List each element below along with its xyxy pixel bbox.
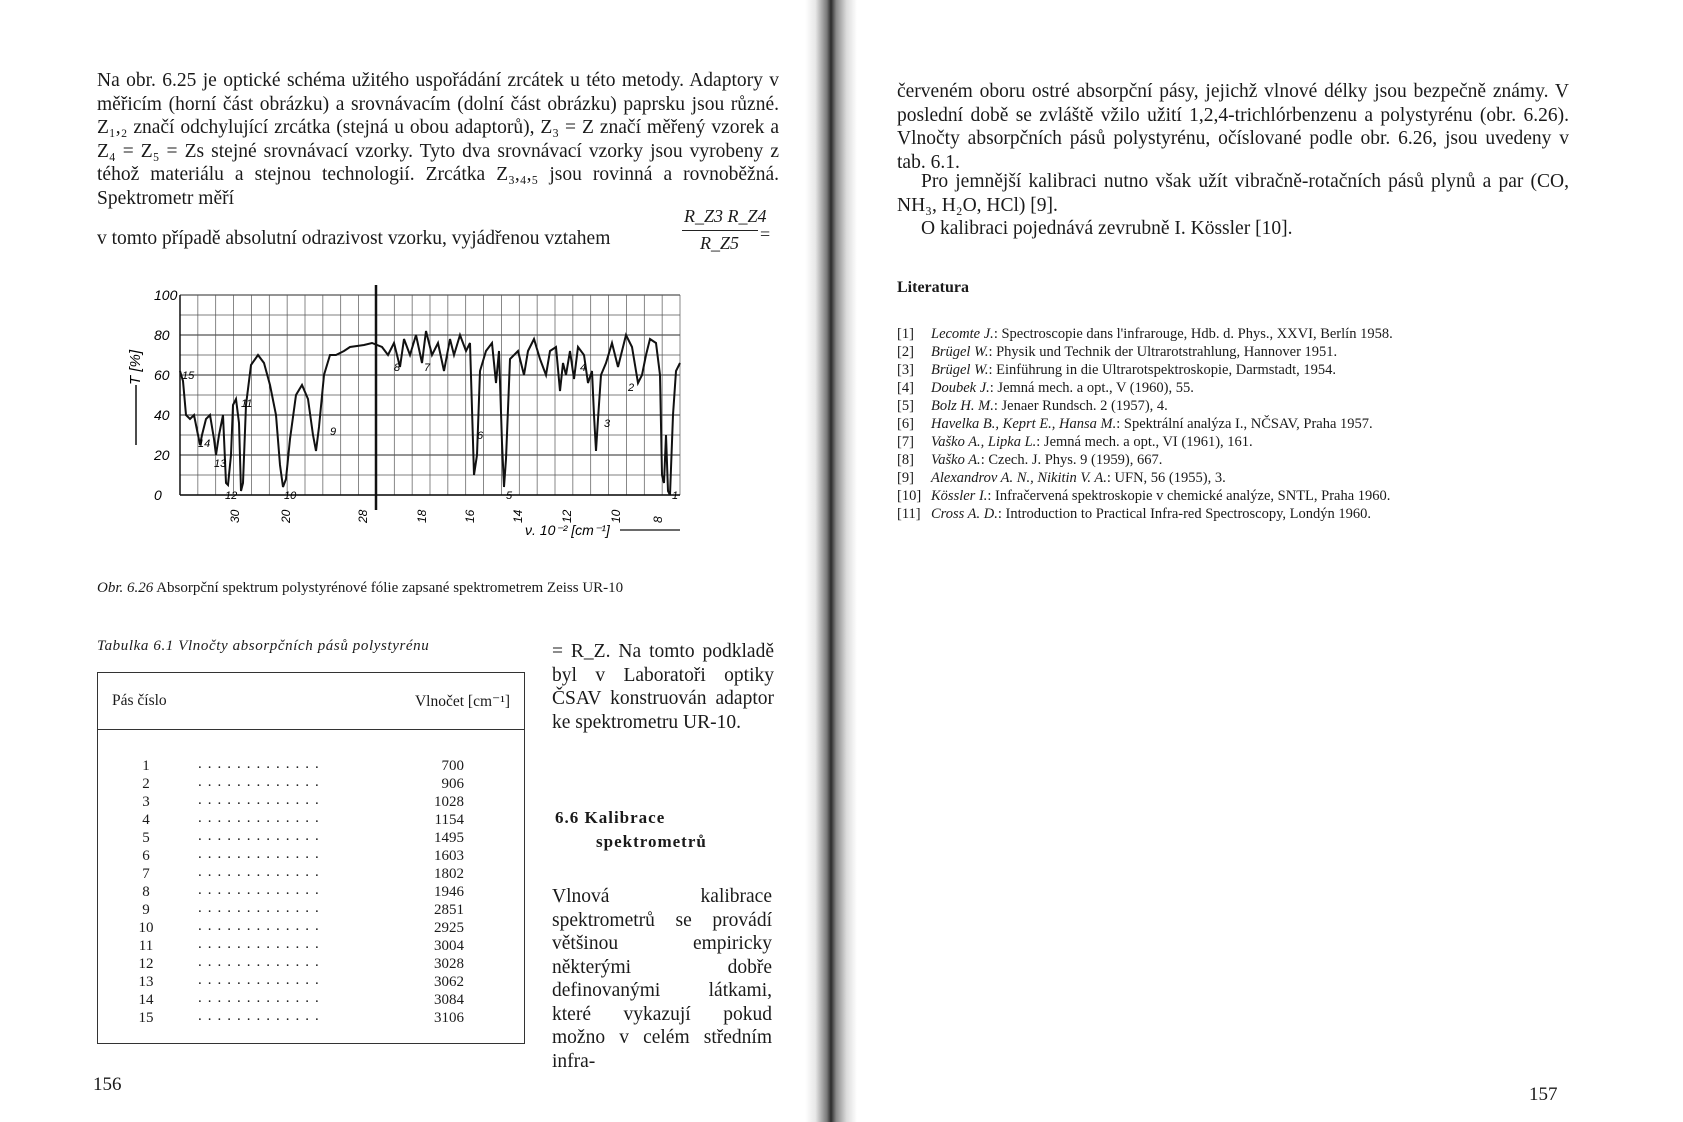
reference-number: [1] [897,326,914,342]
reference-author: Lecomte J. [931,326,994,342]
reference-item [897,433,1393,451]
band-number-label: 8 [394,362,401,374]
band-number: 11 [138,938,154,954]
y-tick-label: 0 [154,487,162,503]
intro-paragraph: Na obr. 6.25 je optické schéma užitého uspořádání zrcátek u této metody. Adaptory v měřicím (horní část obrázku) a srovnávacím (dolní část obrázku) paprsku jsou různé. Z₁,₂ značí odchylující zrcátka (stejná u obou adaptorů), Z₃ = Z značí měřený vzorek a Z₄ = Z₅ = Zs stejné srovnávací vzorky. Tyto dva srovnávací vzorky jsou vyrobeny z téhož materiálu a stejnou technologií. Zrcátka Z₃,₄,₅ jsou rovinná a rovnoběžná. Spektrometr měří [97,70,779,209]
y-tick-label: 80 [154,327,170,343]
reference-author: Cross A. D. [931,506,998,522]
reference-author: Bolz H. M. [931,398,994,414]
section-heading [555,808,665,828]
reference-author: Kössler I. [931,488,988,504]
x-tick-label: 16 [463,509,477,523]
y-tick-label: 60 [154,367,170,383]
table-header-number: Pás číslo [112,692,167,709]
reference-item [897,343,1393,361]
reference-details: : Infračervená spektroskopie v chemické analýze, SNTL, Praha 1960. [987,488,1391,504]
table-header-wavenumber: Vlnočet [cm⁻¹] [414,693,510,710]
reference-item [897,487,1393,505]
band-wavenumber: 906 [441,776,464,792]
reference-details: : UFN, 56 (1955), 3. [1106,470,1226,486]
reference-item [897,451,1393,469]
x-tick-label: 30 [228,509,242,523]
left-page [0,0,805,1122]
figure-caption [97,580,623,597]
y-tick-label: 20 [154,447,170,463]
leader-dots: ............. [198,1008,325,1024]
reference-author: Doubek J. [931,380,990,396]
right-page [857,0,1683,1122]
reference-details: : Einführung in die Ultrarotspektroskopie, Darmstadt, 1954. [988,362,1337,378]
reference-number: [6] [897,416,914,432]
leader-dots: ............. [198,828,325,844]
band-wavenumber: 3106 [434,1010,464,1026]
leader-dots: ............. [198,954,325,970]
band-wavenumber: 3062 [434,974,464,990]
book-gutter [805,0,857,1122]
band-wavenumber: 3004 [434,938,464,954]
band-wavenumber: 3084 [434,992,464,1008]
band-wavenumber: 1028 [434,794,464,810]
band-number-label: 15 [182,370,195,382]
leader-dots: ............. [198,846,325,862]
table-header [98,673,524,730]
x-tick-label: 20 [279,509,293,523]
reference-item [897,361,1393,379]
reference-author: Brügel W. [931,344,989,360]
reference-details: : Jemná mech. a opt., V (1960), 55. [989,380,1194,396]
side-paragraph: = R_Z. Na tomto podkladě byl v Laboratoři optiky ČSAV konstruován adaptor ke spektrometru UR-10. [552,641,774,733]
band-number: 5 [142,830,150,846]
x-tick-label: 10 [609,509,623,523]
reference-details: : Physik und Technik der Ultrarotstrahlung, Hannover 1951. [988,344,1338,360]
reference-item [897,397,1393,415]
reference-details: : Jenaer Rundsch. 2 (1957), 4. [993,398,1168,414]
band-number-label: 4 [580,362,587,374]
right-paragraph-2 [897,170,1569,217]
band-wavenumber: 2851 [434,902,464,918]
band-number-label: 12 [225,490,238,502]
band-wavenumber: 1603 [434,848,464,864]
reference-author: Havelka B., Keprt E., Hansa M. [931,416,1117,432]
band-number-label: 11 [241,398,253,410]
right-paragraph-3 [897,217,1569,241]
x-tick-label: 28 [356,509,370,523]
band-number: 8 [142,884,150,900]
section-paragraph: Vlnová kalibrace spektrometrů se provádí většinou empiricky některými dobře definovanými látkami, které vykazují pokud možno v celém středním infra- [552,886,772,1072]
references-list [897,325,1393,523]
band-number: 13 [138,974,154,990]
reference-item [897,469,1393,487]
band-number: 9 [142,902,150,918]
x-tick-label: 18 [415,509,429,523]
band-number-label: 5 [506,490,513,502]
leader-dots: ............. [198,882,325,898]
reference-number: [3] [897,362,914,378]
band-number-label: 2 [628,382,635,394]
formula-denominator: R_Z5 [700,233,740,253]
band-wavenumber: 1154 [434,812,464,828]
reference-details: : Czech. J. Phys. 9 (1959), 667. [980,452,1163,468]
leader-dots: ............. [198,990,325,1006]
spectrum-chart [120,285,760,575]
figure-caption-text: Absorpční spektrum polystyrénové fólie zapsané spektrometrem Zeiss UR-10 [156,580,624,596]
band-number: 3 [142,794,150,810]
band-wavenumber: 1802 [434,866,464,882]
leader-dots: ............. [198,864,325,880]
reference-item [897,379,1393,397]
reference-number: [9] [897,470,914,486]
table-caption: Tabulka 6.1 Vlnočty absorpčních pásů polystyrénu [97,638,430,654]
band-number: 4 [142,812,150,828]
band-number: 12 [138,956,154,972]
reference-details: : Introduction to Practical Infra-red Spectroscopy, Londýn 1960. [997,506,1372,522]
reference-number: [10] [897,488,922,504]
leader-dots: ............. [198,936,325,952]
band-number: 2 [142,776,150,792]
reference-number: [5] [897,398,914,414]
band-wavenumber: 1495 [434,830,464,846]
band-number-label: 14 [198,438,211,450]
right-paragraph-1: červeném oboru ostré absorpční pásy, jejichž vlnové délky jsou bezpečně známy. V poslední době se zvláště vžilo užití 1,2,4-trichlórbenzenu a polystyrénu (obr. 6.26). Vlnočty absorpčních pásů polystyrénu, očíslované podle obr. 6.26, jsou uvedeny v tab. 6.1. [897,81,1569,173]
reference-author: Vaško A., Lipka L. [931,434,1037,450]
band-wavenumber: 1946 [434,884,464,900]
band-wavenumber: 2925 [434,920,464,936]
page-number-right: 157 [1529,1084,1558,1105]
band-number-label: 13 [214,458,227,470]
y-axis-label: T [%] [127,349,144,385]
y-axis [127,287,178,503]
reference-number: [4] [897,380,914,396]
reference-details: : Jemná mech. a opt., VI (1961), 161. [1036,434,1253,450]
band-number: 7 [142,866,150,882]
leader-dots: ............. [198,756,325,772]
band-wavenumber: 3028 [434,956,464,972]
band-wavenumber: 700 [441,758,464,774]
figure-caption-lead: Obr. 6.26 [97,580,154,596]
reference-item [897,505,1393,523]
band-number-label: 10 [284,490,297,502]
x-tick-label: 12 [560,509,574,523]
formula-equals: = [760,224,771,244]
section-title-2: spektrometrů [596,832,707,851]
y-tick-label: 40 [154,407,170,423]
band-number: 6 [142,848,150,864]
reference-item [897,415,1393,433]
band-number: 1 [142,758,150,774]
band-number: 15 [138,1010,154,1026]
band-table [97,672,525,1044]
leader-dots: ............. [198,810,325,826]
right-paragraph-3-text: O kalibraci pojednává zevrubně I. Kössler [10]. [921,218,1293,239]
x-axis [228,509,680,538]
y-tick-label: 100 [154,287,178,303]
reference-author: Alexandrov A. N., Nikitin V. A. [931,470,1107,486]
reference-details: : Spectroscopie dans l'infrarouge, Hdb. d. Phys., XXVI, Berlín 1958. [993,326,1393,342]
reference-number: [11] [897,506,921,522]
table-row [98,1010,524,1028]
leader-dots: ............. [198,972,325,988]
leader-dots: ............. [198,918,325,934]
reference-item [897,325,1393,343]
x-tick-label: 8 [651,516,665,523]
page-number-left: 156 [93,1074,122,1095]
reference-author: Vaško A. [931,452,981,468]
chart-grid [180,285,680,510]
leader-dots: ............. [198,792,325,808]
section-number: 6.6 [555,808,580,827]
reference-number: [7] [897,434,914,450]
band-number-label: 6 [477,430,484,442]
literature-heading: Literatura [897,279,969,296]
right-paragraph-2-text: Pro jemnější kalibraci nutno však užít vibračně-rotačních pásů plynů a par (CO, NH₃, H₂O, HCl) [9]. [897,171,1569,216]
x-axis-label: ν. 10⁻² [cm⁻¹] [525,522,610,538]
band-number: 10 [138,920,154,936]
section-title-1: Kalibrace [584,808,666,827]
band-number-label: 3 [604,418,611,430]
band-number-label: 1 [672,490,679,502]
formula-sentence: v tomto případě absolutní odrazivost vzorku, vyjádřenou vztahem [97,228,611,249]
reference-number: [2] [897,344,914,360]
band-number: 14 [138,992,154,1008]
reference-details: : Spektrální analýza I., NČSAV, Praha 1957. [1116,416,1373,432]
reference-author: Brügel W. [931,362,989,378]
formula-fraction-bar [682,230,758,231]
x-tick-label: 14 [511,509,525,523]
band-number-label: 9 [330,426,337,438]
band-number-label: 7 [424,362,431,374]
leader-dots: ............. [198,774,325,790]
formula-numerator: R_Z3 R_Z4 [684,206,767,226]
reference-number: [8] [897,452,914,468]
leader-dots: ............. [198,900,325,916]
